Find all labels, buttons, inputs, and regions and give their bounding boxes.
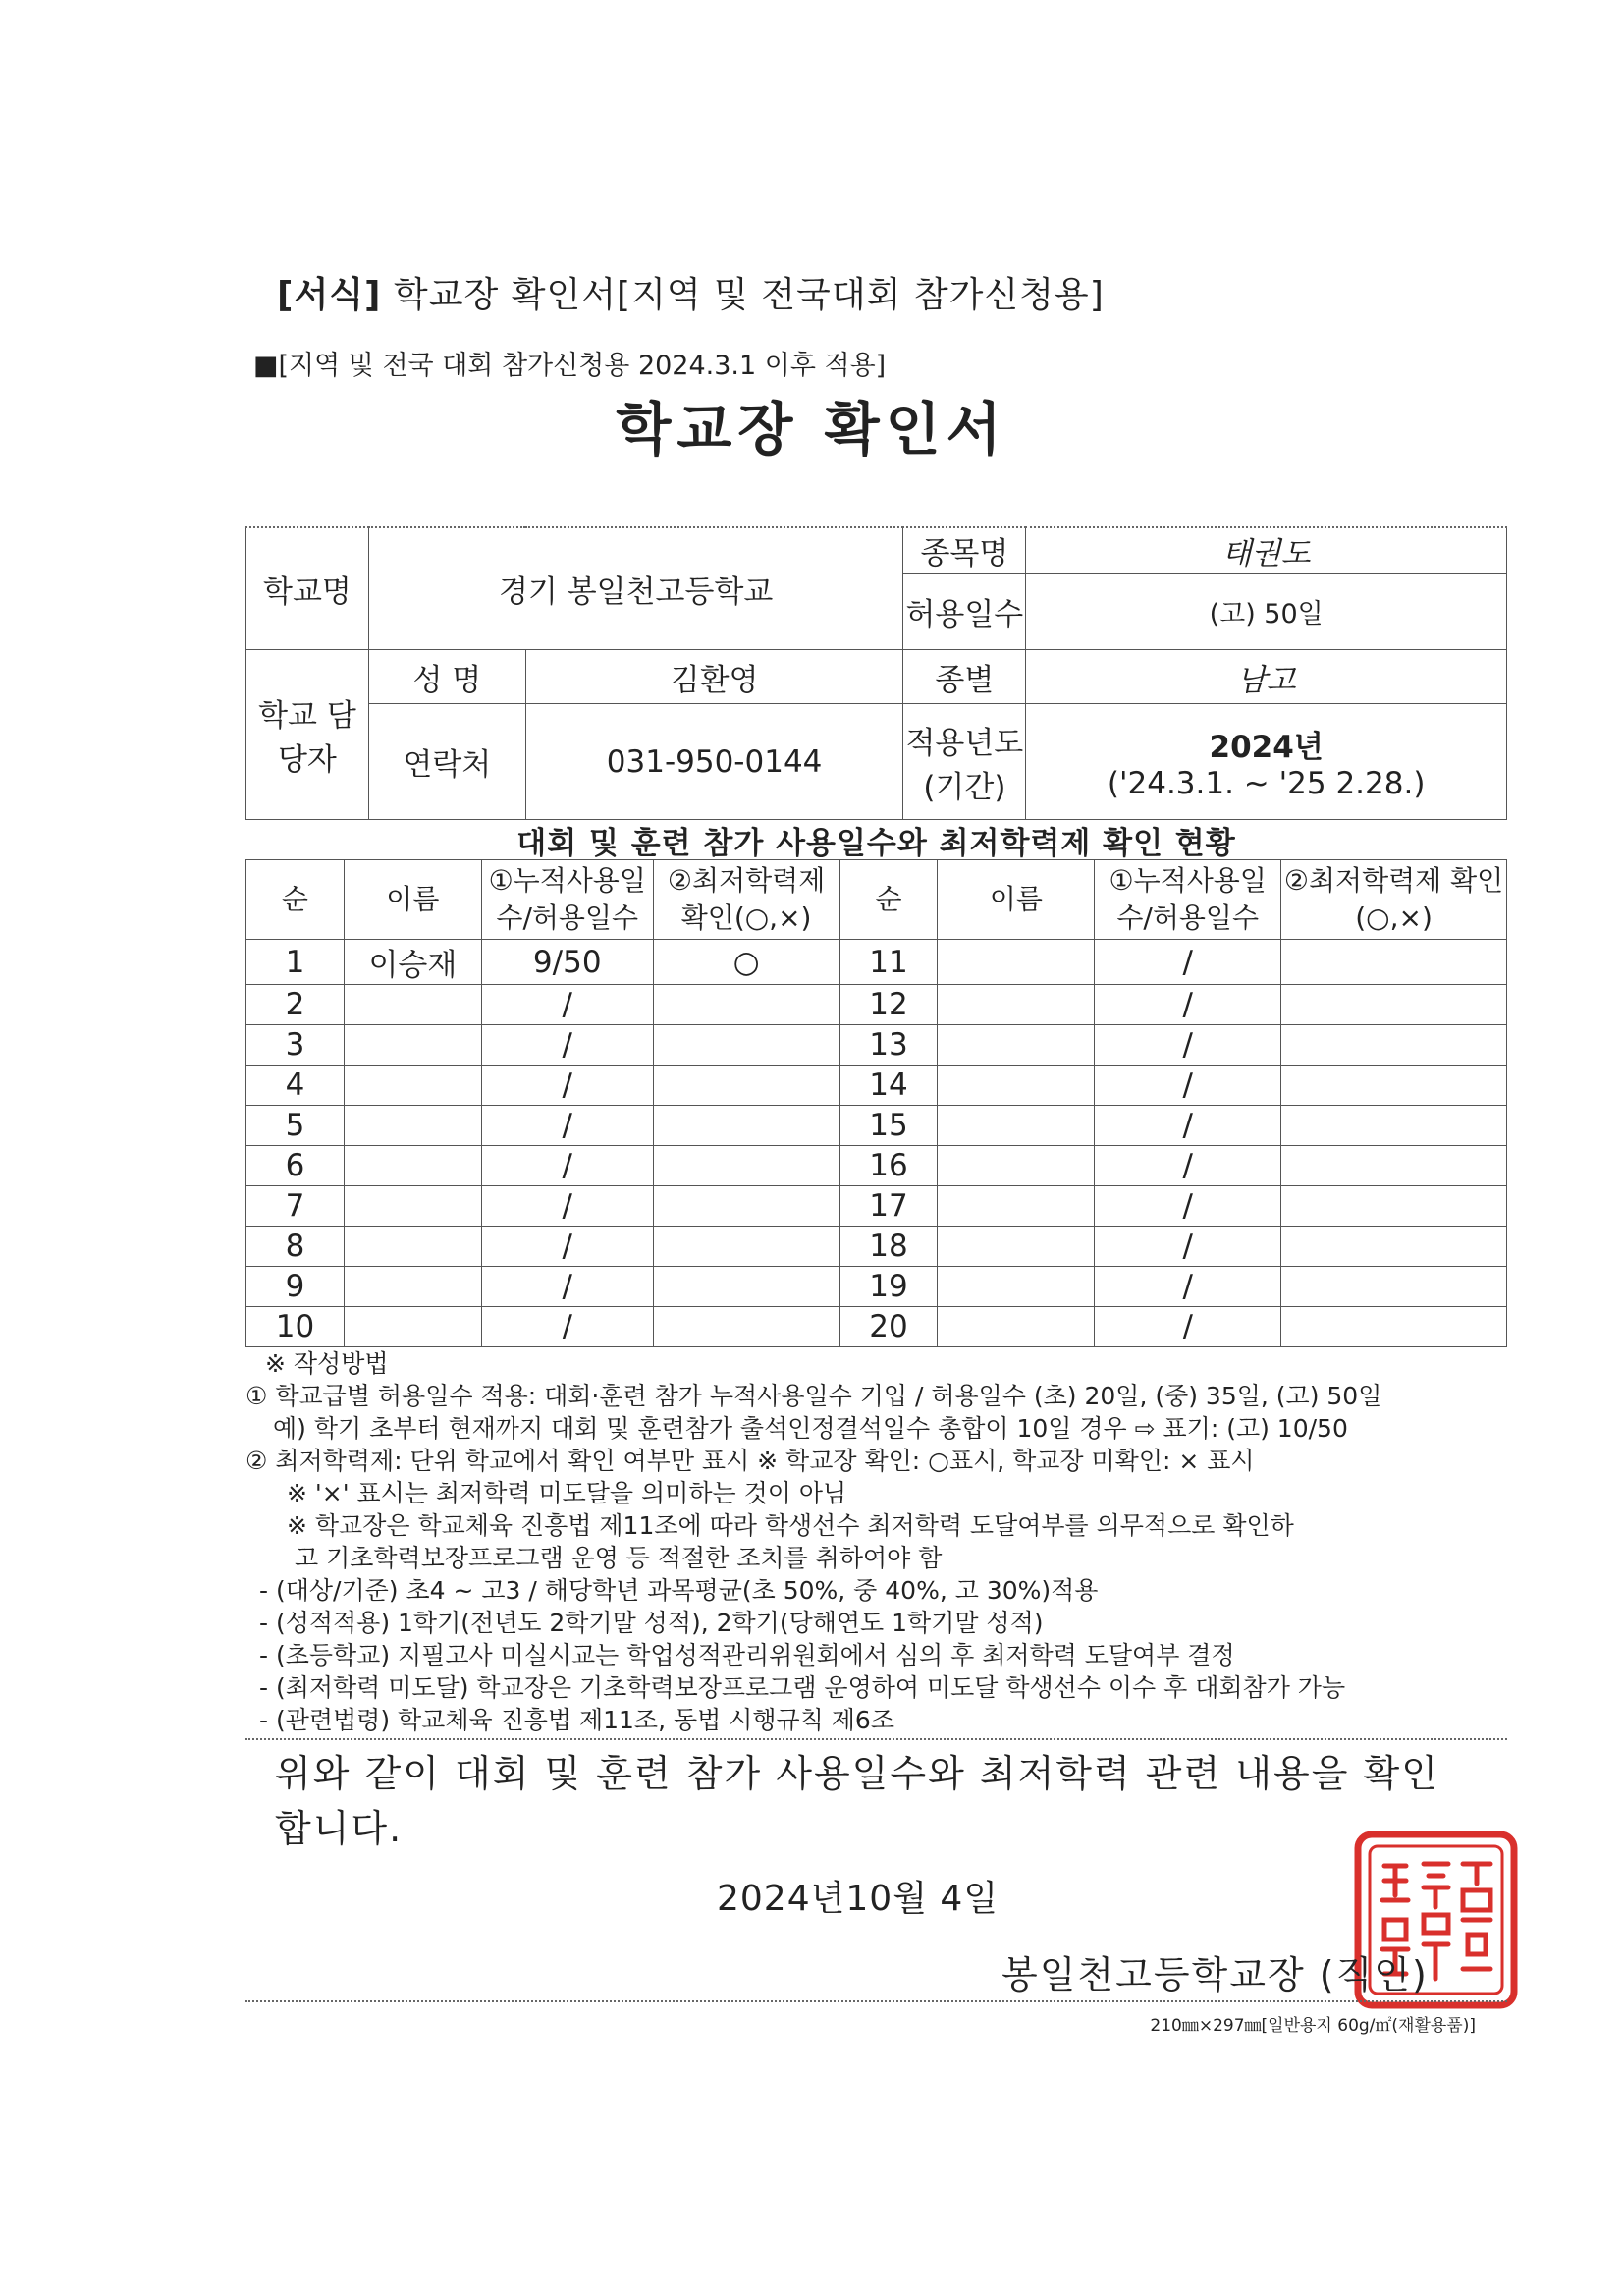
table-row xyxy=(246,1066,1507,1106)
row-no: 5 xyxy=(246,1106,345,1146)
row-check xyxy=(653,1267,839,1307)
row-days: / xyxy=(1095,1227,1281,1267)
row-check xyxy=(1281,1025,1507,1066)
row-no: 18 xyxy=(839,1227,938,1267)
paper-spec: 210㎜×297㎜[일반용지 60g/㎡(재활용품)] xyxy=(1150,2016,1476,2036)
row-days: / xyxy=(481,1066,653,1106)
row-check: ○ xyxy=(653,940,839,985)
row-name xyxy=(938,1307,1095,1347)
manager-label: 학교 담당자 xyxy=(246,650,369,820)
row-check xyxy=(1281,940,1507,985)
row-name xyxy=(344,1106,481,1146)
note-line: - (초등학교) 지필고사 미실시교는 학업성적관리위원회에서 심의 후 최저학력 도달여부 결정 xyxy=(259,1641,1235,1669)
row-no: 16 xyxy=(839,1146,938,1186)
row-name xyxy=(938,940,1095,985)
row-days: / xyxy=(1095,1307,1281,1347)
row-name xyxy=(344,1307,481,1347)
col-days-left: ①누적사용일수/허용일수 xyxy=(481,860,653,940)
row-no: 6 xyxy=(246,1146,345,1186)
row-name xyxy=(938,1025,1095,1066)
contact-value: 031-950-0144 xyxy=(525,704,903,820)
col-name-right: 이름 xyxy=(938,860,1095,940)
row-no: 7 xyxy=(246,1186,345,1227)
col-no-right: 순 xyxy=(839,860,938,940)
manager-name-label: 성 명 xyxy=(368,650,525,704)
col-no-left: 순 xyxy=(246,860,345,940)
form-name: 학교장 확인서[지역 및 전국대회 참가신청용] xyxy=(393,275,1105,315)
row-check xyxy=(653,1227,839,1267)
row-name: 이승재 xyxy=(344,940,481,985)
row-name xyxy=(344,985,481,1025)
status-section-title: 대회 및 훈련 참가 사용일수와 최저학력제 확인 현황 xyxy=(516,826,1236,861)
table-row xyxy=(246,985,1507,1025)
row-check xyxy=(1281,1307,1507,1347)
row-check xyxy=(1281,1146,1507,1186)
event-value: 태권도 xyxy=(1026,527,1507,574)
school-name-label: 학교명 xyxy=(246,527,369,650)
note-line: ① 학교급별 허용일수 적용: 대회·훈련 참가 누적사용일수 기입 / 허용일수 (초) 20일, (중) 35일, (고) 50일 xyxy=(245,1382,1382,1410)
school-info-table xyxy=(245,526,1507,820)
table-row xyxy=(246,1267,1507,1307)
col-check-right: ②최저학력제 확인(○,×) xyxy=(1281,860,1507,940)
note-line: - (관련법령) 학교체육 진흥법 제11조, 동법 시행규칙 제6조 xyxy=(259,1706,894,1734)
row-days: / xyxy=(1095,940,1281,985)
row-name xyxy=(938,1106,1095,1146)
row-no: 11 xyxy=(839,940,938,985)
confirm-line: 위와 같이 대회 및 훈련 참가 사용일수와 최저학력 관련 내용을 확인 xyxy=(275,1752,1439,1795)
row-no: 9 xyxy=(246,1267,345,1307)
note-line: - (대상/기준) 초4 ~ 고3 / 해당학년 과목평균(초 50%, 중 40%, 고 30%)적용 xyxy=(259,1576,1099,1605)
row-name xyxy=(344,1066,481,1106)
row-days: / xyxy=(1095,985,1281,1025)
row-no: 12 xyxy=(839,985,938,1025)
page-title: 학교장 확인서 xyxy=(616,396,1007,463)
row-days: 9/50 xyxy=(481,940,653,985)
row-name xyxy=(938,1066,1095,1106)
row-no: 1 xyxy=(246,940,345,985)
row-days: / xyxy=(481,985,653,1025)
table-row xyxy=(246,1106,1507,1146)
row-name xyxy=(938,1146,1095,1186)
row-days: / xyxy=(1095,1186,1281,1227)
row-check xyxy=(1281,1106,1507,1146)
row-no: 10 xyxy=(246,1307,345,1347)
row-check xyxy=(653,1186,839,1227)
row-days: / xyxy=(481,1186,653,1227)
row-days: / xyxy=(1095,1025,1281,1066)
row-name xyxy=(344,1267,481,1307)
row-check xyxy=(653,1307,839,1347)
row-no: 19 xyxy=(839,1267,938,1307)
table-row xyxy=(246,1307,1507,1347)
row-check xyxy=(1281,1227,1507,1267)
row-days: / xyxy=(481,1267,653,1307)
row-no: 4 xyxy=(246,1066,345,1106)
event-label: 종목명 xyxy=(903,527,1026,574)
table-row xyxy=(246,1227,1507,1267)
contact-label: 연락처 xyxy=(368,704,525,820)
row-no: 8 xyxy=(246,1227,345,1267)
row-days: / xyxy=(481,1227,653,1267)
table-row xyxy=(246,1146,1507,1186)
row-days: / xyxy=(481,1307,653,1347)
row-name xyxy=(344,1025,481,1066)
school-name-value: 경기 봉일천고등학교 xyxy=(368,527,903,650)
confirm-line: 합니다. xyxy=(275,1807,404,1850)
row-no: 2 xyxy=(246,985,345,1025)
note-line: - (최저학력 미도달) 학교장은 기초학력보장프로그램 운영하여 미도달 학생선수 이수 후 대회참가 가능 xyxy=(259,1673,1346,1702)
row-name xyxy=(344,1227,481,1267)
gender-label: 종별 xyxy=(903,650,1026,704)
row-check xyxy=(1281,985,1507,1025)
row-check xyxy=(1281,1267,1507,1307)
year-cell xyxy=(1026,704,1507,820)
col-check-left: ②최저학력제 확인(○,×) xyxy=(653,860,839,940)
form-label xyxy=(277,267,1105,317)
application-notice: ■[지역 및 전국 대회 참가신청용 2024.3.1 이후 적용] xyxy=(253,351,887,381)
note-line: 고 기초학력보장프로그램 운영 등 적절한 조치를 취하여야 함 xyxy=(295,1544,943,1572)
row-days: / xyxy=(1095,1066,1281,1106)
row-name xyxy=(344,1146,481,1186)
note-line: ② 최저학력제: 단위 학교에서 확인 여부만 표시 ※ 학교장 확인: ○표시, 학교장 미확인: × 표시 xyxy=(245,1447,1255,1475)
writing-instructions xyxy=(245,1347,1512,1736)
col-name-left: 이름 xyxy=(344,860,481,940)
row-name xyxy=(938,1227,1095,1267)
row-check xyxy=(653,985,839,1025)
row-no: 14 xyxy=(839,1066,938,1106)
signer-name: 봉일천고등학교장 (직인) xyxy=(1001,1953,1429,1996)
row-check xyxy=(653,1025,839,1066)
row-name xyxy=(938,1267,1095,1307)
row-check xyxy=(653,1066,839,1106)
note-line: ※ 학교장은 학교체육 진흥법 제11조에 따라 학생선수 최저학력 도달여부를 의무적으로 확인하 xyxy=(287,1511,1294,1540)
status-table xyxy=(245,859,1507,1347)
status-header-row xyxy=(246,860,1507,940)
row-name xyxy=(938,985,1095,1025)
note-line: ※ '×' 표시는 최저학력 미도달을 의미하는 것이 아님 xyxy=(287,1479,847,1507)
row-no: 15 xyxy=(839,1106,938,1146)
row-no: 13 xyxy=(839,1025,938,1066)
row-name xyxy=(938,1186,1095,1227)
year-label: 적용년도 (기간) xyxy=(903,704,1026,820)
note-heading: ※ 작성방법 xyxy=(265,1349,389,1378)
row-check xyxy=(1281,1066,1507,1106)
row-no: 20 xyxy=(839,1307,938,1347)
row-days: / xyxy=(1095,1146,1281,1186)
table-row xyxy=(246,940,1507,985)
row-check xyxy=(653,1106,839,1146)
table-row xyxy=(246,1025,1507,1066)
gender-value: 남고 xyxy=(1026,650,1507,704)
note-line: 예) 학기 초부터 현재까지 대회 및 훈련참가 출석인정결석일수 총합이 10일 경우 ⇨ 표기: (고) 10/50 xyxy=(273,1414,1348,1443)
row-check xyxy=(653,1146,839,1186)
row-no: 3 xyxy=(246,1025,345,1066)
manager-name-value: 김환영 xyxy=(525,650,903,704)
confirmation-statement xyxy=(275,1746,1483,1856)
row-days: / xyxy=(481,1106,653,1146)
divider xyxy=(245,1738,1507,1740)
row-name xyxy=(344,1186,481,1227)
row-days: / xyxy=(481,1025,653,1066)
period-value: ('24.3.1. ~ '25 2.28.) xyxy=(1107,766,1426,801)
row-days: / xyxy=(481,1146,653,1186)
note-line: - (성적적용) 1학기(전년도 2학기말 성적), 2학기(당해연도 1학기말 성적) xyxy=(259,1609,1044,1637)
allowed-days-label: 허용일수 xyxy=(903,574,1026,650)
row-days: / xyxy=(1095,1106,1281,1146)
allowed-days-value: (고) 50일 xyxy=(1026,574,1507,650)
col-days-right: ①누적사용일수/허용일수 xyxy=(1095,860,1281,940)
divider xyxy=(245,2000,1507,2002)
row-no: 17 xyxy=(839,1186,938,1227)
row-check xyxy=(1281,1186,1507,1227)
row-days: / xyxy=(1095,1267,1281,1307)
form-tag: [서식] xyxy=(277,275,382,315)
issue-date: 2024년10월 4일 xyxy=(717,1879,1000,1919)
table-row xyxy=(246,1186,1507,1227)
year-value: 2024년 xyxy=(1209,730,1324,765)
